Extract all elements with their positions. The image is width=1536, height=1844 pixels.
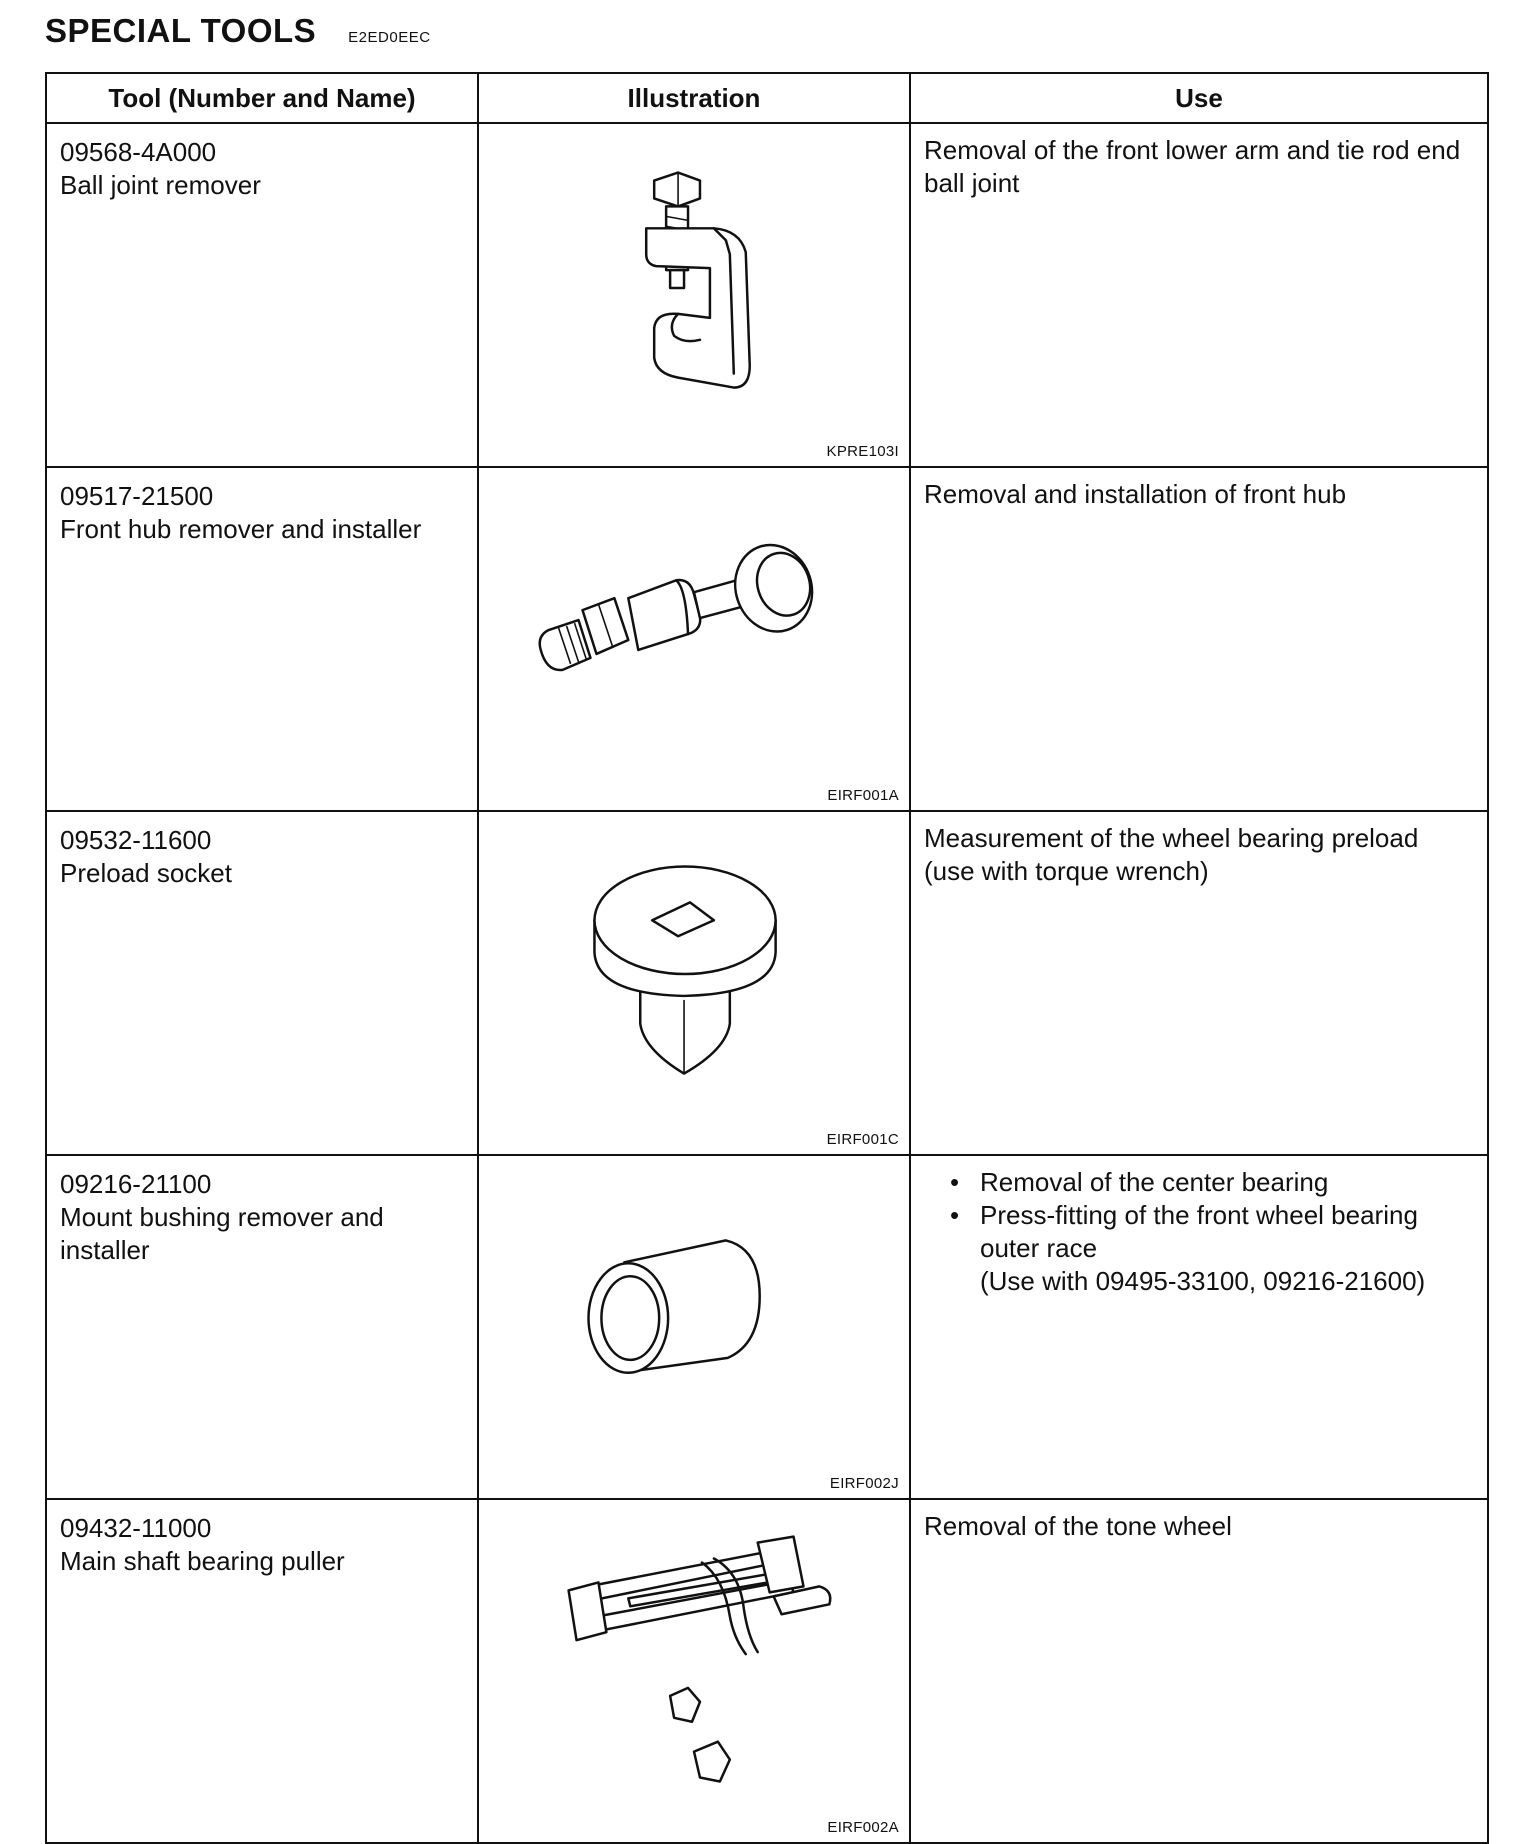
ball-joint-remover-icon [479, 124, 909, 466]
tool-name: Preload socket [60, 858, 232, 888]
preload-socket-icon [479, 812, 909, 1154]
tool-name: Front hub remover and installer [60, 514, 422, 544]
document-code: E2ED0EEC [348, 29, 431, 46]
tool-cell [46, 1155, 478, 1499]
tool-number: 09517-21500 [60, 481, 214, 511]
table-row [46, 1499, 1488, 1843]
tool-cell [46, 1499, 478, 1843]
illustration-cell [478, 123, 910, 467]
table-row [46, 1155, 1488, 1499]
table-row [46, 123, 1488, 467]
tool-name: Main shaft bearing puller [60, 1546, 345, 1576]
table-row [46, 811, 1488, 1155]
tool-cell [46, 811, 478, 1155]
use-list [924, 1166, 1474, 1265]
use-text: Removal of the tone wheel [924, 1511, 1232, 1541]
use-list-item: • Removal of the center bearing [950, 1166, 1474, 1199]
figure-code: EIRF001A [827, 787, 899, 804]
illustration-cell [478, 811, 910, 1155]
bushing-sleeve-icon [479, 1156, 909, 1498]
column-header-tool: Tool (Number and Name) [46, 73, 478, 123]
illustration-cell [478, 467, 910, 811]
column-header-illustration: Illustration [478, 73, 910, 123]
use-cell [910, 811, 1488, 1155]
column-header-use: Use [910, 73, 1488, 123]
use-text: Measurement of the wheel bearing preload (use with torque wrench) [924, 823, 1419, 886]
tool-cell [46, 123, 478, 467]
table-header-row [46, 73, 1488, 123]
use-text: Removal and installation of front hub [924, 479, 1347, 509]
table-row [46, 467, 1488, 811]
illustration-cell [478, 1499, 910, 1843]
tool-name: Mount bushing remover and installer [60, 1202, 384, 1265]
figure-code: EIRF002J [829, 1475, 899, 1492]
use-cell [910, 123, 1488, 467]
illustration-cell [478, 1155, 910, 1499]
figure-code: EIRF001C [826, 1131, 899, 1148]
use-cell [910, 1155, 1488, 1499]
figure-code: KPRE103I [826, 443, 899, 460]
use-cell [910, 467, 1488, 811]
use-cell [910, 1499, 1488, 1843]
use-list-item: • Press-fitting of the front wheel bearing outer race [950, 1199, 1474, 1265]
figure-code: EIRF002A [827, 1819, 899, 1836]
tool-cell [46, 467, 478, 811]
special-tools-table [45, 72, 1489, 1844]
tool-number: 09432-11000 [60, 1513, 212, 1543]
use-note: (Use with 09495-33100, 09216-21600) [980, 1266, 1426, 1296]
bearing-puller-icon [479, 1500, 909, 1842]
tool-number: 09216-21100 [60, 1169, 212, 1199]
tool-number: 09568-4A000 [60, 137, 217, 167]
tool-number: 09532-11600 [60, 825, 212, 855]
page-title: SPECIAL TOOLS [45, 12, 317, 49]
page-header [45, 12, 431, 50]
use-text: Removal of the front lower arm and tie rod end ball joint [924, 135, 1461, 198]
tool-name: Ball joint remover [60, 170, 261, 200]
hub-remover-bolt-icon [479, 468, 909, 810]
